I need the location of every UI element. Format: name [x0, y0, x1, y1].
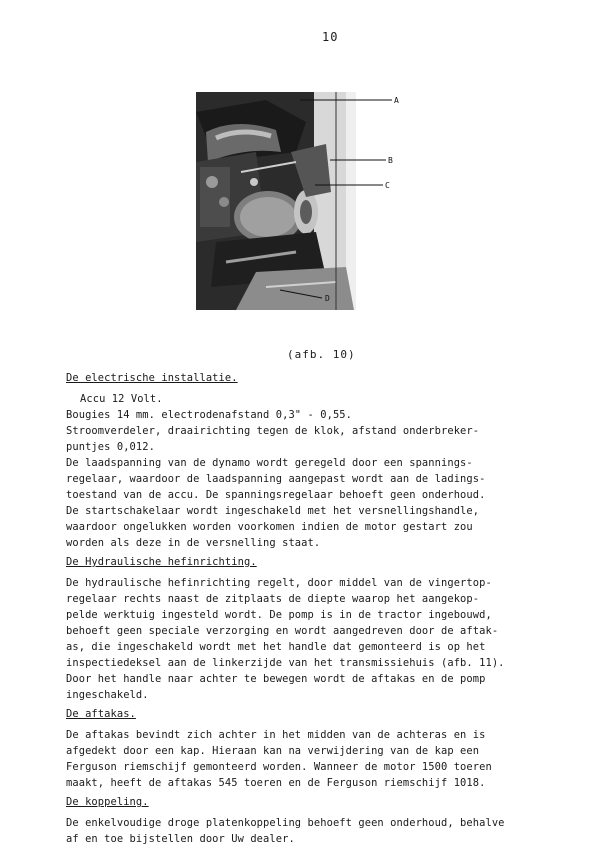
- text-line: Accu 12 Volt.: [80, 393, 163, 405]
- text-line: afgedekt door een kap. Hieraan kan na verwijdering van de kap een: [66, 745, 480, 757]
- callout-label-c: C: [385, 181, 390, 190]
- text-line: De enkelvoudige droge platenkoppeling behoeft geen onderhoud, behalve: [66, 817, 505, 829]
- text-line: inspectiedeksel aan de linkerzijde van het transmissiehuis (afb. 11).: [66, 657, 505, 669]
- text-line: Stroomverdeler, draairichting tegen de klok, afstand onderbreker-: [66, 425, 480, 437]
- text-line: De aftakas bevindt zich achter in het midden van de achteras en is: [66, 729, 486, 741]
- text-line: waardoor ongelukken worden voorkomen indien de motor gestart zou: [66, 521, 473, 533]
- text-line: worden als deze in de versnelling staat.: [66, 537, 321, 549]
- text-line: toestand van de accu. De spanningsregelaar behoeft geen onderhoud.: [66, 489, 486, 501]
- text-line: De laadspanning van de dynamo wordt geregeld door een spannings-: [66, 457, 473, 469]
- section-heading: De electrische installatie.: [66, 372, 238, 384]
- text-line: regelaar rechts naast de zitplaats de diepte waarop het aangekop-: [66, 593, 480, 605]
- section: [66, 706, 566, 791]
- callout-label-d: D: [325, 294, 330, 303]
- text-line: pelde werktuig ingesteld wordt. De pomp is in de tractor ingebouwd,: [66, 609, 492, 621]
- text-line: maakt, heeft de aftakas 545 toeren en de Ferguson riemschijf 1018.: [66, 777, 486, 789]
- text-line: Door het handle naar achter te bewegen wordt de aftakas en de pomp: [66, 673, 486, 685]
- figure-caption: (afb. 10): [287, 348, 356, 361]
- section-heading: De koppeling.: [66, 796, 149, 808]
- text-line: as, die ingeschakeld wordt met het handle dat gemonteerd is op het: [66, 641, 486, 653]
- callout-label-b: B: [388, 156, 393, 165]
- text-line: regelaar, waardoor de laadspanning aangepast wordt aan de ladings-: [66, 473, 486, 485]
- page-number: 10: [322, 30, 339, 44]
- text-line: De startschakelaar wordt ingeschakeld met het versnellingshandle,: [66, 505, 480, 517]
- section-heading: De aftakas.: [66, 708, 136, 720]
- section-heading: De Hydraulische hefinrichting.: [66, 556, 257, 568]
- text-line: Ferguson riemschijf gemonteerd worden. Wanneer de motor 1500 toeren: [66, 761, 492, 773]
- section: [66, 554, 566, 703]
- text-line: behoeft geen speciale verzorging en wordt aangedreven door de aftak-: [66, 625, 499, 637]
- section: [66, 794, 566, 847]
- text-line: puntjes 0,012.: [66, 441, 155, 453]
- section: [66, 370, 566, 551]
- text-line: af en toe bijstellen door Uw dealer.: [66, 833, 295, 845]
- text-line: ingeschakeld.: [66, 689, 149, 701]
- engine-photo-illustration: [196, 92, 356, 310]
- text-line: Bougies 14 mm. electrodenafstand 0,3" - 0,55.: [66, 409, 353, 421]
- engine-photo: [196, 92, 356, 310]
- callout-label-a: A: [394, 96, 399, 105]
- text-line: De hydraulische hefinrichting regelt, door middel van de vingertop-: [66, 577, 492, 589]
- document-body: [66, 368, 566, 850]
